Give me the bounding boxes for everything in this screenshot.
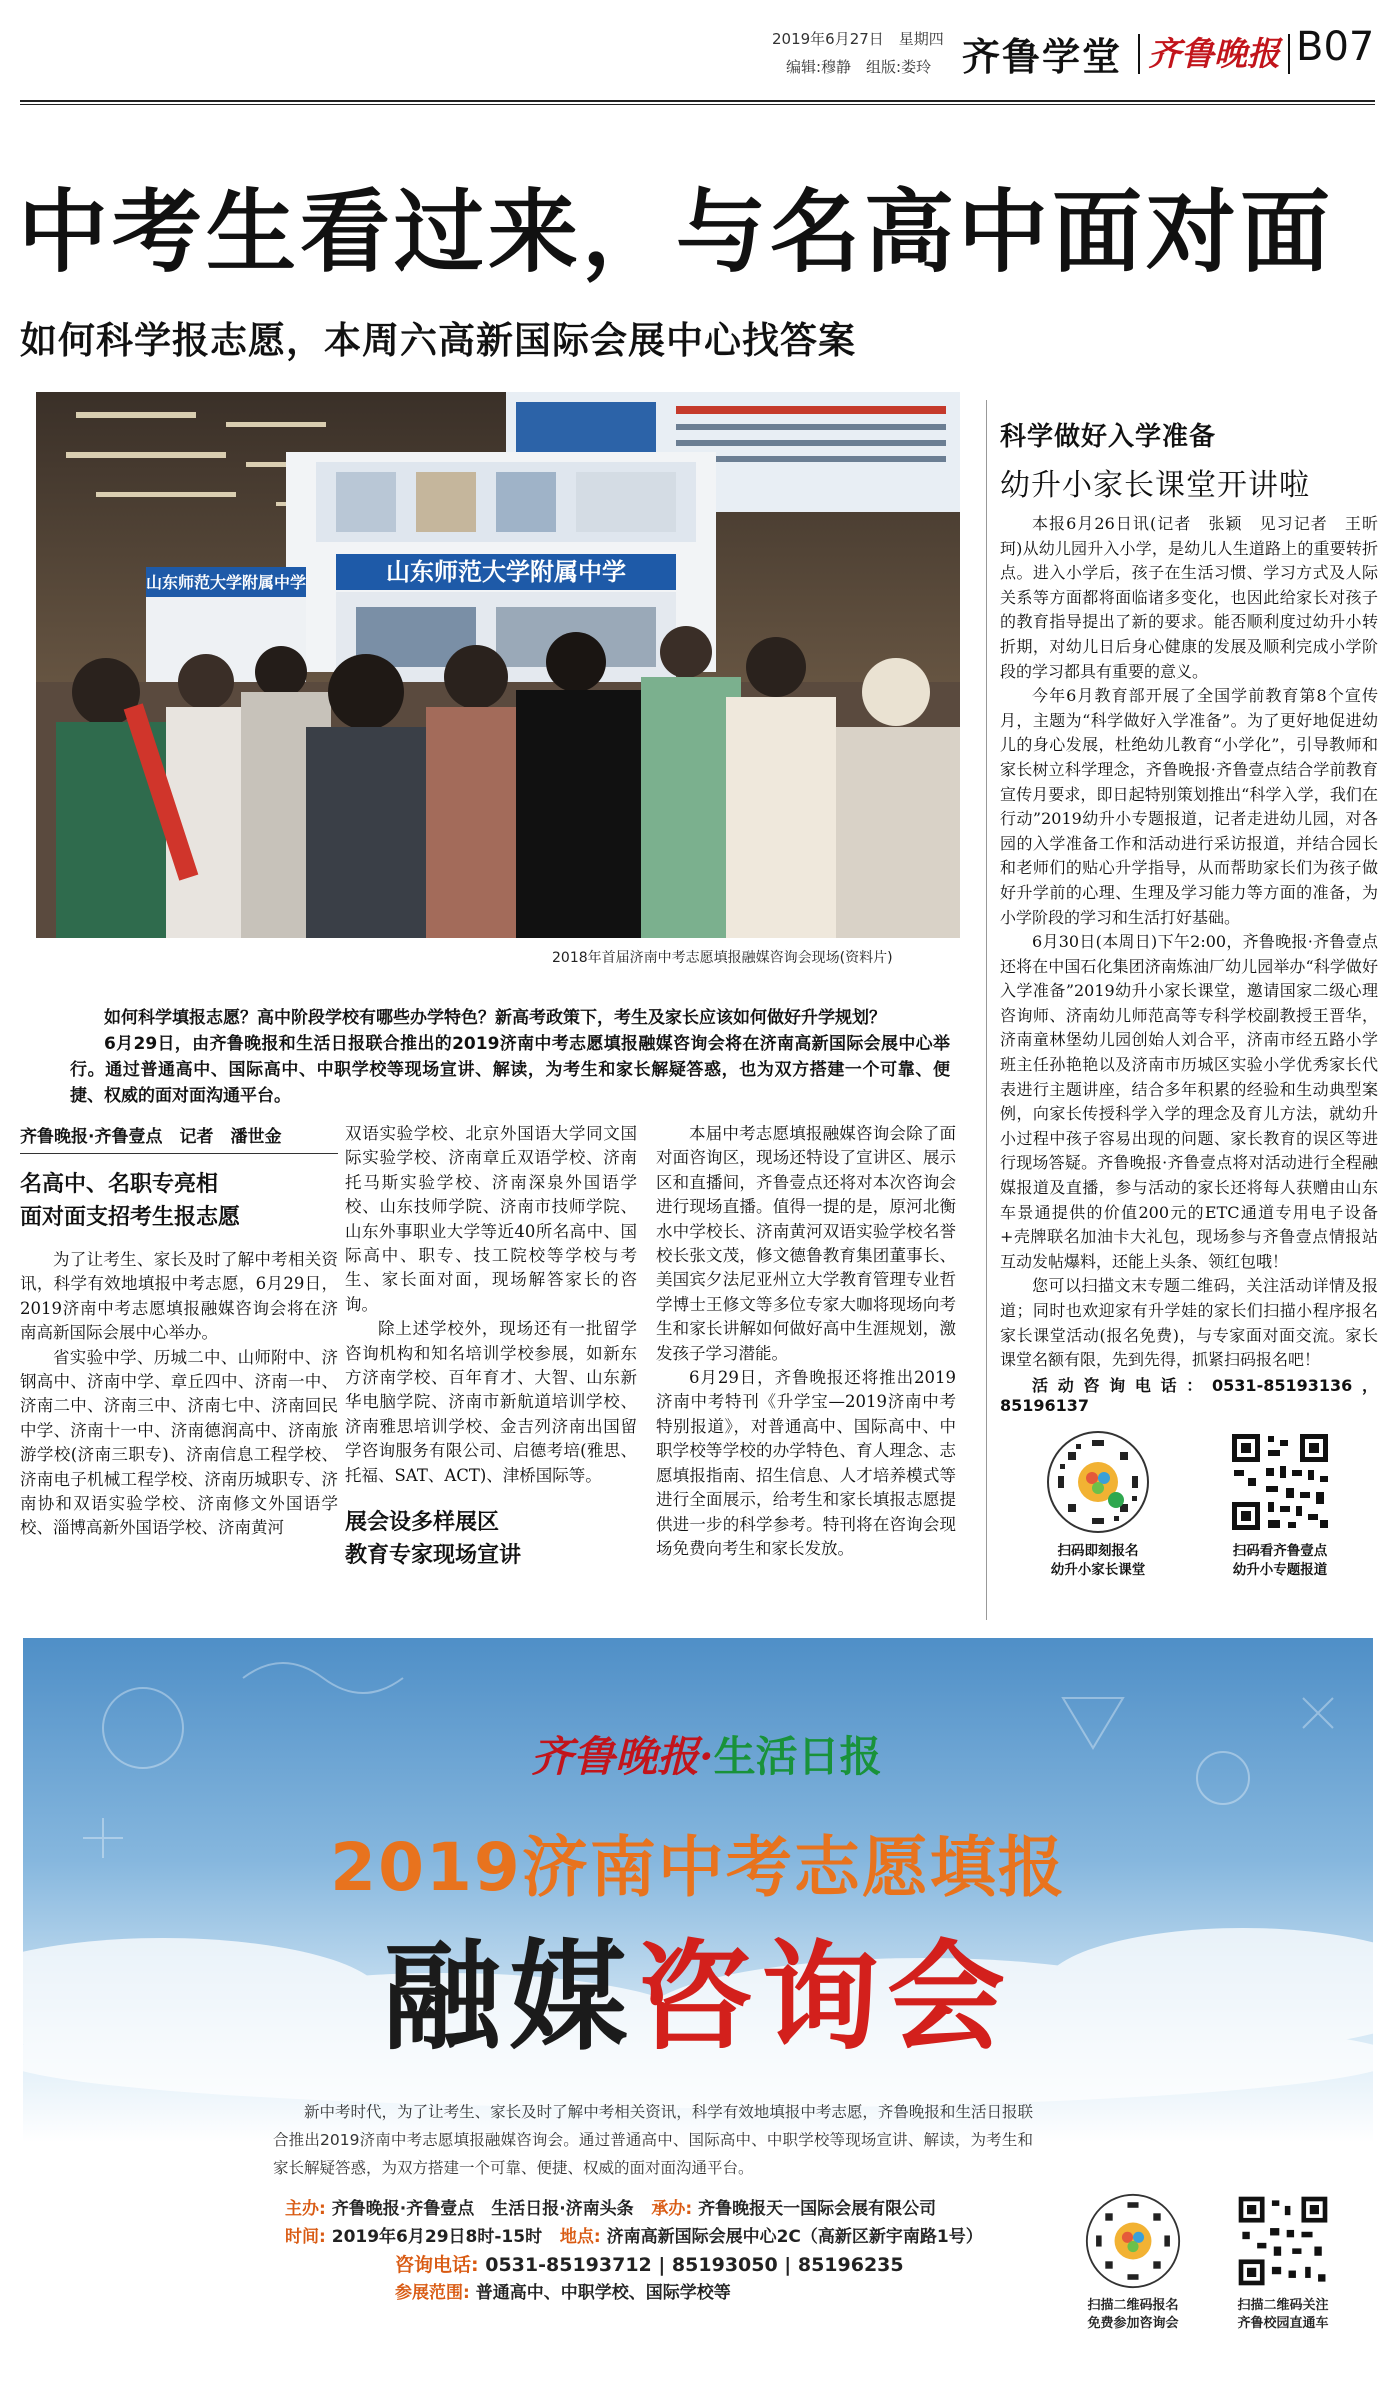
ad-host: 齐鲁晚报·齐鲁壹点 生活日报·济南头条 [331, 2199, 634, 2219]
signup-mini-program-qr[interactable] [1018, 1430, 1178, 1580]
qr2-caption-line: 扫码看齐鲁壹点 [1232, 1543, 1328, 1559]
ad-info-row [285, 2251, 1045, 2279]
column1-subtitle-line: 名高中、名职专亮相 [20, 1172, 219, 1197]
column3-paragraph: 6月29日，齐鲁晚报还将推出2019济南中考特刊《升学宝—2019济南中考特别报道》，对普通高中、国际高中、中职学校等学校的办学特色、育人理念、志愿填报指南、招生信息、人才培养模式等进行全面展示，给考生和家长填报志愿提供进一步的科学参考。特刊将在咨询会现场免费向考生和家长发放。 [656, 1368, 956, 1558]
ad-organizer: 齐鲁晚报天一国际会展有限公司 [698, 2199, 937, 2219]
right-paragraph: 您可以扫描文末专题二维码，关注活动详情及报道；同时也欢迎家有升学娃的家长们扫描小程序报名家长课堂活动(报名免费)，与专家面对面交流。家长课堂名额有限，先到先得，抓紧扫码报名吧！ [1000, 1276, 1378, 1370]
column2-paragraph: 双语实验学校、北京外国语大学同文国际实验学校、济南章丘双语学校、济南托马斯实验学校、济南深泉外国语学校、山东技师学院、济南市技师学院、山东外事职业大学等近40所名高中、国际高中、职专、技工院校等学校与考生、家长面对面，现场解答家长的咨询。 [345, 1124, 637, 1314]
event-phone [1000, 1373, 1378, 1415]
ad-event-info [285, 2195, 1045, 2307]
ad-logo-dot: · [699, 1732, 714, 1781]
ad-qr1-caption-line: 扫描二维码报名 [1087, 2298, 1179, 2313]
page-header [0, 0, 1395, 100]
ad-scope: 普通高中、中职学校、国际学校等 [475, 2283, 731, 2303]
ad-info-row [285, 2223, 1045, 2251]
header-divider [1138, 34, 1140, 74]
right-article-title: 科学做好入学准备 [1000, 422, 1217, 452]
right-article-subtitle: 幼升小家长课堂开讲啦 [1000, 468, 1310, 503]
ad-qr2-caption-line: 扫描二维码关注 [1237, 2298, 1329, 2313]
header-rule [20, 100, 1375, 102]
photo-caption: 2018年首届济南中考志愿填报融媒咨询会现场(资料片) [552, 950, 893, 966]
event-phone-label: 活动咨询电话： [1032, 1375, 1213, 1395]
right-paragraph: 6月30日(本周日)下午2:00，齐鲁晚报·齐鲁壹点还将在中国石化集团济南炼油厂幼儿园举办“科学做好入学准备”2019幼升小家长课堂，邀请国家二级心理咨询师、济南幼儿师范高等专科学校副教授王晋华，济南童林堡幼儿园创始人刘合平，济南市经五路小学班主任孙艳艳以及济南市历城区实验小学优秀家长代表进行主题讲座，结合多年积累的经验和生动典型案例，向家长传授科学入学的理念及育儿方法，就幼升小过程中孩子容易出现的问题、家长教育的误区等进行现场答疑。齐鲁晚报·齐鲁壹点将对活动进行全程融媒报道及直播，参与活动的家长还将每人获赠由山东车景通提供的价值200元的ETC通道专用电子设备+壳牌联名加油卡大礼包，现场参与齐鲁壹点情报站互动发帖爆料，还能上头条、领红包哦！ [1000, 932, 1378, 1271]
newspaper-logo: 齐鲁晚报 [1148, 34, 1280, 73]
column1-paragraph: 省实验中学、历城二中、山师附中、济钢高中、济南中学、章丘四中、济南一中、济南二中、济南三中、济南七中、济南回民中学、济南十一中、济南德润高中、济南旅游学校(济南三职专)、济南信息工程学校、济南电子机械工程学校、济南历城职专、济南协和双语实验学校、济南修文外国语学校、淄博高新外国语学校、济南黄河 [20, 1347, 338, 1538]
qr1-caption-line: 幼升小家长课堂 [1050, 1562, 1146, 1578]
booth-sign-main: 山东师范大学附属中学 [386, 558, 626, 586]
article-intro [70, 1005, 950, 1109]
ad-big-title-part1: 融媒 [382, 1927, 635, 2066]
event-phone-number: 0531-85193136，85196137 [1000, 1375, 1378, 1415]
ad-body-paragraph: 新中考时代，为了让考生、家长及时了解中考相关资讯，科学有效地填报中考志愿，齐鲁晚报和生活日报联合推出2019济南中考志愿填报融媒咨询会。通过普通高中、国际高中、中职学校等现场宣讲、解读，为考生和家长解疑答惑，为双方搭建一个可靠、便捷、权威的面对面沟通平台。 [273, 2103, 1033, 2177]
ad-big-title-part2: 咨询会 [635, 1927, 1014, 2066]
article-byline: 齐鲁晚报·齐鲁壹点 记者 潘世金 [20, 1127, 282, 1147]
column2-subtitle-line: 教育专家现场宣讲 [345, 1543, 522, 1569]
ad-follow-qr[interactable] [1218, 2193, 1348, 2333]
column2-subtitle-line: 展会设多样展区 [345, 1510, 500, 1536]
expo-photo-illustration [36, 392, 960, 938]
booth-sign-left: 山东师范大学附属中学 [145, 573, 307, 592]
section-name: 齐鲁学堂 [962, 35, 1123, 79]
ad-logo-bar [531, 1724, 882, 1784]
header-divider [1288, 34, 1290, 74]
ad-host-label: 主办: [285, 2199, 326, 2219]
event-advertisement [23, 1638, 1373, 2380]
mini-program-code-icon [1046, 1430, 1150, 1534]
article-column-1 [20, 1122, 338, 1541]
qr-code-icon [1228, 1430, 1332, 1534]
ad-phone-label: 咨询电话: [395, 2254, 479, 2276]
ad-logo-shenghuo: 生活日报 [713, 1732, 882, 1781]
column-divider [986, 400, 987, 1620]
article-column-2 [345, 1122, 637, 1572]
right-paragraph: 本报6月26日讯(记者 张颖 见习记者 王昕珂)从幼儿园升入小学，是幼儿人生道路上的重要转折点。进入小学后，孩子在生活习惯、学习方式及人际关系等方面都将面临诸多变化，也因此给家长对孩子的教育指导提出了新的要求。能否顺利度过幼升小转折期，对幼儿日后身心健康的发展及顺利完成小学阶段的学习都具有重要的意义。 [1000, 514, 1378, 681]
column3-paragraph: 本届中考志愿填报融媒咨询会除了面对面咨询区，现场还特设了宣讲区、展示区和直播间，齐鲁壹点还将对本次咨询会进行现场直播。值得一提的是，原河北衡水中学校长、济南黄河双语实验学校名誉校长张文茂，修文德鲁教育集团董事长、美国宾夕法尼亚州立大学教育管理专业哲学博士王修文等多位专家大咖将现场向考生和家长讲解如何做好高中生涯规划，激发孩子学习潜能。 [656, 1124, 956, 1363]
ad-logo-qilu: 齐鲁晚报 [531, 1732, 700, 1781]
ad-description [273, 2098, 1033, 2182]
byline-rule [20, 1153, 338, 1154]
column1-subtitle-line: 面对面支招考生报志愿 [20, 1205, 241, 1230]
sub-headline: 如何科学报志愿，本周六高新国际会展中心找答案 [20, 319, 856, 362]
qr1-caption-line: 扫码即刻报名 [1057, 1543, 1139, 1559]
page-number: B07 [1296, 24, 1375, 70]
issue-date: 2019年6月27日 星期四 [772, 30, 944, 48]
ad-scope-label: 参展范围: [395, 2283, 470, 2303]
ad-qr-code-icon [1235, 2193, 1331, 2289]
main-headline: 中考生看过来，与名高中面对面 [18, 180, 1334, 285]
ad-time-label: 时间: [285, 2227, 326, 2247]
ad-info-row [285, 2279, 1045, 2307]
ad-phone: 0531-85193712 | 85193050 | 85196235 [485, 2254, 904, 2276]
ad-place: 济南高新国际会展中心2C（高新区新宇南路1号） [606, 2227, 983, 2247]
ad-signup-qr[interactable] [1068, 2193, 1198, 2333]
ad-place-label: 地点: [559, 2227, 601, 2247]
intro-paragraph: 如何科学填报志愿？高中阶段学校有哪些办学特色？新高考政策下，考生及家长应该如何做好升学规划？ [104, 1008, 886, 1028]
expo-photo [36, 392, 960, 938]
intro-paragraph: 6月29日，由齐鲁晚报和生活日报联合推出的2019济南中考志愿填报融媒咨询会将在济南高新国际会展中心举行。通过普通高中、国际高中、中职学校等现场宣讲、解读，为考生和家长解疑答惑，也为双方搭建一个可靠、便捷、权威的面对面沟通平台。 [70, 1034, 950, 1106]
ad-qr1-caption-line: 免费参加咨询会 [1087, 2316, 1179, 2331]
header-rule-thin [20, 104, 1375, 105]
right-paragraph: 今年6月教育部开展了全国学前教育第8个宣传月，主题为“科学做好入学准备”。为了更好地促进幼儿的身心发展，杜绝幼儿教育“小学化”，引导教师和家长树立科学理念，齐鲁晚报·齐鲁壹点结合学前教育宣传月要求，即日起特别策划推出“科学入学，我们在行动”2019幼升小专题报道，记者走进幼儿园，对各园的入学准备工作和活动进行采访报道，并结合园长和老师们的贴心升学指导，从而帮助家长们为孩子做好升学前的心理、生理及学习能力等方面的准备，为小学阶段的学习和生活打好基础。 [1000, 686, 1378, 927]
column2-paragraph: 除上述学校外，现场还有一批留学咨询机构和知名培训学校参展，如新东方济南学校、百年育才、大智、山东新华电脑学院、济南市新航道培训学校、济南雅思培训学校、金吉列济南出国留学咨询服务有限公司、启德考培(雅思、托福、SAT、ACT)、津桥国际等。 [345, 1319, 637, 1485]
ad-organizer-label: 承办: [651, 2199, 693, 2219]
qr2-caption-line: 幼升小专题报道 [1232, 1562, 1328, 1578]
topic-qr[interactable] [1200, 1430, 1360, 1580]
ad-mini-program-code-icon [1085, 2193, 1181, 2289]
ad-big-title [23, 1902, 1373, 2072]
ad-time: 2019年6月29日8时-15时 [331, 2227, 543, 2247]
ad-title: 2019济南中考志愿填报 [330, 1829, 1066, 1906]
article-column-3 [656, 1122, 956, 1561]
editor-credit: 编辑:穆静 组版:娄玲 [786, 58, 932, 76]
ad-qr2-caption-line: 齐鲁校园直通车 [1237, 2316, 1329, 2331]
ad-info-row [285, 2195, 1045, 2223]
right-article-body [1000, 512, 1378, 1415]
column1-paragraph: 为了让考生、家长及时了解中考相关资讯，科学有效地填报中考志愿，6月29日，2019济南中考志愿填报融媒咨询会将在济南高新国际会展中心举办。 [20, 1250, 338, 1343]
